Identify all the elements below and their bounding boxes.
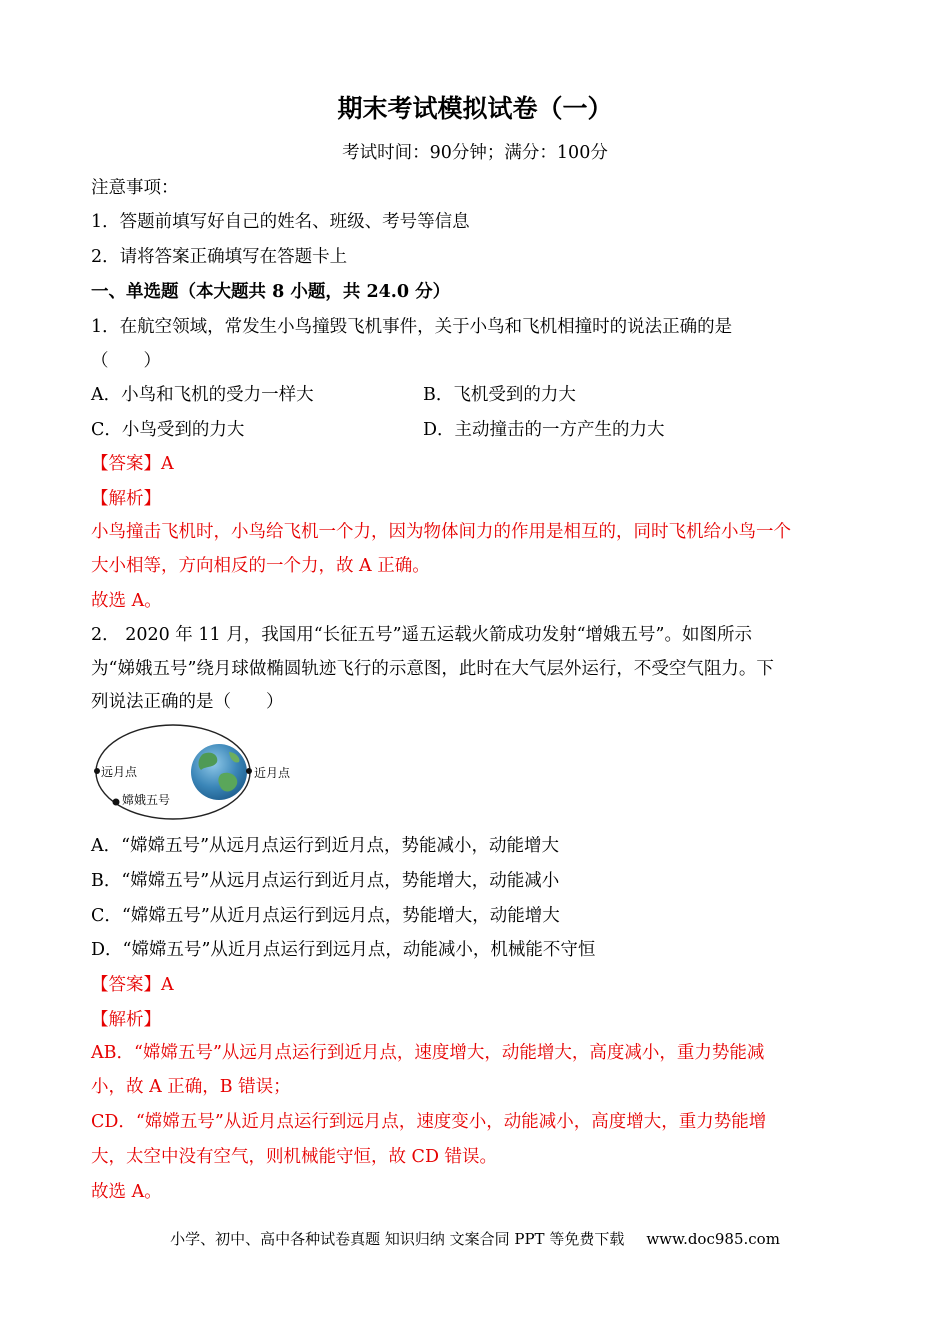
q2-stem-line1: 2． 2020 年 11 月，我国用“长征五号”遥五运载火箭成功发射“增娥五号”。如图所示 xyxy=(91,625,752,645)
q1-option-a: A．小鸟和飞机的受力一样大 xyxy=(91,385,314,405)
near-point-dot xyxy=(246,768,252,774)
q1-answer-label: 【答案】 xyxy=(91,454,161,474)
page-footer xyxy=(0,1228,950,1250)
q2-analysis-line5: 故选 A。 xyxy=(91,1182,162,1202)
footer-link[interactable]: www.doc985.com xyxy=(646,1230,780,1248)
moon-globe xyxy=(191,744,247,800)
probe-dot xyxy=(113,799,120,806)
q2-stem-line2: 为“娣娥五号”绕月球做椭圆轨迹飞行的示意图，此时在大气层外运行，不受空气阻力。下 xyxy=(91,659,774,679)
far-point-label: 远月点 xyxy=(101,765,138,779)
notice-item-1: 1．答题前填写好自己的姓名、班级、考号等信息 xyxy=(91,212,470,232)
page-title: 期末考试模拟试卷（一） xyxy=(337,94,613,123)
q1-analysis-label: 【解析】 xyxy=(91,489,161,509)
q2-option-c: C．“嫦嫦五号”从近月点运行到远月点，势能增大，动能增大 xyxy=(91,906,560,926)
far-point-dot xyxy=(94,768,100,774)
q2-option-d: D．“嫦嫦五号”从近月点运行到远月点，动能减小，机械能不守恒 xyxy=(91,940,596,960)
q1-stem-line1: 1．在航空领域，常发生小鸟撞毁飞机事件，关于小鸟和飞机相撞时的说法正确的是 xyxy=(91,317,733,337)
q2-analysis-label: 【解析】 xyxy=(91,1010,161,1030)
section-heading: 一、单选题（本大题共 8 小题，共 24.0 分） xyxy=(91,282,451,302)
exam-info: 考试时间：90分钟；满分：100分 xyxy=(342,143,608,163)
notice-item-2: 2．请将答案正确填写在答题卡上 xyxy=(91,247,348,267)
q1-option-d: D．主动撞击的一方产生的力大 xyxy=(423,420,665,440)
q1-option-c: C．小鸟受到的力大 xyxy=(91,420,245,440)
orbit-diagram xyxy=(91,722,291,824)
footer-text: 小学、初中、高中各种试卷真题 知识归纳 文案合同 PPT 等免费下载 xyxy=(170,1230,625,1248)
q1-analysis-line3: 故选 A。 xyxy=(91,591,162,611)
q1-option-b: B．飞机受到的力大 xyxy=(423,385,576,405)
q1-analysis-line1: 小鸟撞击飞机时，小鸟给飞机一个力，因为物体间力的作用是相互的，同时飞机给小鸟一个 xyxy=(91,522,791,542)
q1-stem-line2: （ ） xyxy=(91,351,161,371)
q1-analysis-line2: 大小相等，方向相反的一个力，故 A 正确。 xyxy=(91,556,430,576)
q2-analysis-line1: AB．“嫦嫦五号”从远月点运行到近月点，速度增大，动能增大，高度减小，重力势能减 xyxy=(91,1043,765,1063)
q2-analysis-line2: 小，故 A 正确，B 错误； xyxy=(91,1077,291,1097)
notice-heading: 注意事项： xyxy=(91,178,179,198)
q1-answer-value: A xyxy=(161,454,174,474)
q2-answer-value: A xyxy=(161,975,174,995)
near-point-label: 近月点 xyxy=(254,766,291,780)
q2-analysis-line3: CD．“嫦嫦五号”从近月点运行到远月点，速度变小，动能减小，高度增大，重力势能增 xyxy=(91,1112,767,1132)
q2-option-b: B．“嫦嫦五号”从远月点运行到近月点，势能增大，动能减小 xyxy=(91,871,560,891)
probe-label: 嫦娥五号 xyxy=(122,793,171,807)
q2-analysis-line4: 大，太空中没有空气，则机械能守恒，故 CD 错误。 xyxy=(91,1147,498,1167)
q2-answer-label: 【答案】 xyxy=(91,975,161,995)
q2-answer xyxy=(91,973,174,997)
q2-stem-line3: 列说法正确的是（ ） xyxy=(91,692,284,712)
q2-option-a: A．“嫦嫦五号”从远月点运行到近月点，势能减小，动能增大 xyxy=(91,836,560,856)
q1-answer xyxy=(91,452,174,476)
